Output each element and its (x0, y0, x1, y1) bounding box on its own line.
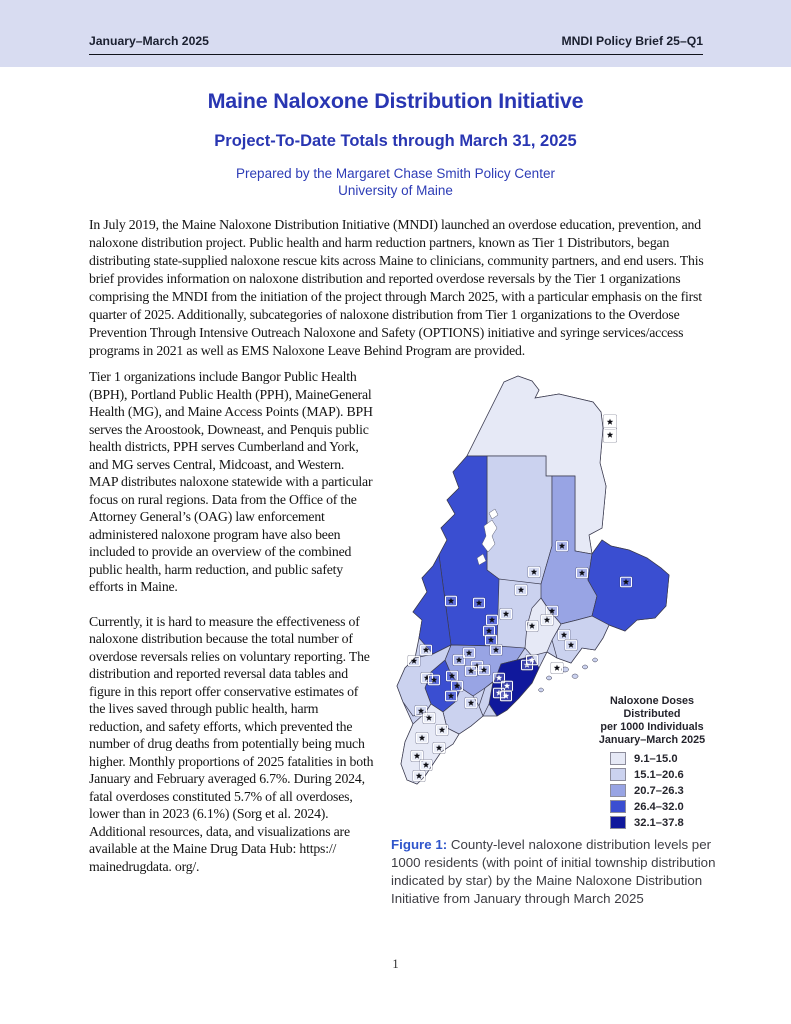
township-star-marker (556, 541, 568, 552)
legend-title-line2: per 1000 Individuals (600, 721, 704, 733)
township-star-marker (486, 615, 498, 626)
legend-label: 26.4–32.0 (634, 800, 684, 813)
township-star-marker (465, 666, 477, 677)
township-star-marker (603, 428, 616, 442)
legend-swatch (610, 800, 626, 813)
township-star-marker (565, 640, 577, 651)
township-star-marker (558, 630, 570, 641)
legend-label: 32.1–37.8 (634, 816, 684, 829)
legend-swatch (610, 816, 626, 829)
township-star-marker (420, 645, 432, 656)
prepared-by-line1: Prepared by the Margaret Chase Smith Policy Center (236, 166, 555, 181)
coastal-island-5 (593, 658, 598, 662)
legend-row-4 (610, 816, 721, 829)
township-star-marker (515, 585, 527, 596)
township-star-marker (500, 609, 512, 620)
township-star-marker (603, 415, 616, 429)
legend-rows (583, 752, 721, 829)
legend-title-line1: Naloxone Doses Distributed (609, 695, 694, 720)
legend-label: 15.1–20.6 (634, 768, 684, 781)
township-star-marker (445, 691, 457, 702)
legend-title-line3: January–March 2025 (598, 734, 706, 746)
figure-caption (391, 836, 721, 908)
legend-row-0 (610, 752, 721, 765)
tier1-paragraph: Tier 1 organizations include Bangor Public Health (BPH), Portland Public Health (PPH), MaineGeneral Health (MG), and Maine Access Points (MAP). BPH serves the Aroostook, Downeast, and Penquis public health districts, PPH serves Cumberland and York, and MG serves Central, Midcoast, and Western. MAP distributes naloxone statewide with a particular focus on rural regions. Data from the Office of the Attorney General’s (OAG) law enforcement administered naloxone program have also been included to provide an overview of the combined public health, harm reduction, and public safety efforts in Maine. (89, 369, 373, 594)
intro-paragraph: In July 2019, the Maine Naloxone Distribution Initiative (MNDI) launched an overdose education, prevention, and naloxone distribution project. Public health and harm reduction partners, known as Tier 1 Distributors, began distributing state-supplied naloxone rescue kits across Maine to clinicians, community partners, and end users. This brief provides information on naloxone distribution and reported overdose reversals by the Tier 1 organizations comprising the MNDI from the initiation of the project through March 2025, with a particular emphasis on the first quarter of 2025. Additionally, subcategories of naloxone distribution from Tier 1 organizations to the Overdose Prevention Through Intensive Outreach Naloxone and Safety (OPTIONS) initiative and syringe services/access programs in 2021 as well as EMS Naloxone Leave Behind Program are provided. (89, 217, 704, 358)
coastal-island-3 (546, 676, 551, 680)
legend-row-3 (610, 800, 721, 813)
legend-swatch (610, 784, 626, 797)
body-text-column (89, 368, 375, 908)
figure-caption-label: Figure 1: (391, 837, 448, 852)
legend-swatch (610, 768, 626, 781)
township-star-marker (576, 568, 588, 579)
page-header (89, 34, 703, 48)
legend-title (583, 695, 721, 747)
township-star-marker (500, 691, 512, 702)
figure-column (389, 368, 723, 908)
county-piscataquis (487, 456, 552, 584)
legend-row-1 (610, 768, 721, 781)
figure-1 (389, 368, 723, 830)
township-star-marker (413, 771, 425, 782)
legend-label: 9.1–15.0 (634, 752, 678, 765)
township-star-marker (551, 663, 563, 674)
legend-swatch (610, 752, 626, 765)
township-star-marker (528, 567, 540, 578)
township-star-marker (526, 655, 538, 666)
header-brief-id: MNDI Policy Brief 25–Q1 (561, 34, 703, 48)
township-star-marker (490, 645, 502, 656)
prepared-by (0, 165, 791, 199)
township-star-marker (526, 621, 538, 632)
township-star-marker (620, 577, 632, 588)
township-star-marker (436, 725, 448, 736)
prepared-by-line2: University of Maine (338, 183, 453, 198)
page-number: 1 (392, 957, 399, 971)
header-date: January–March 2025 (89, 34, 209, 48)
township-star-marker (541, 615, 553, 626)
township-star-marker (478, 665, 490, 676)
legend-label: 20.7–26.3 (634, 784, 684, 797)
township-star-marker (423, 713, 435, 724)
township-star-marker (408, 656, 420, 667)
township-star-marker (445, 596, 457, 607)
township-star-marker (416, 733, 428, 744)
township-star-marker (428, 675, 440, 686)
legend-row-2 (610, 784, 721, 797)
township-star-marker (420, 760, 432, 771)
township-star-marker (473, 598, 485, 609)
township-star-marker (463, 648, 475, 659)
coastal-island-2 (582, 665, 587, 669)
figure-caption-text: County-level naloxone distribution levels per 1000 residents (with point of initial township distribution indicated by star) by the Maine Naloxone Distribution Initiative from January through March 2025 (391, 837, 716, 906)
page-subtitle: Project-To-Date Totals through March 31, 2025 (214, 132, 577, 150)
coastal-island-1 (572, 674, 578, 678)
page-title: Maine Naloxone Distribution Initiative (207, 89, 584, 113)
township-star-marker (433, 743, 445, 754)
township-star-marker (446, 671, 458, 682)
township-star-marker (465, 698, 477, 709)
title-block (0, 88, 791, 199)
township-star-marker (485, 635, 497, 646)
township-star-marker (451, 681, 463, 692)
two-column-section (89, 368, 723, 908)
currently-paragraph: Currently, it is hard to measure the effectiveness of naloxone distribution because the total number of overdose reversals relies on voluntary reporting. The distribution and reported reversal data tables and figure in this report offer conservative estimates of the lives saved through public health, harm reduction, and safety efforts, which prevented the number of drug deaths from potentially being much higher. Monthly proportions of 2025 fatalities in both January and February averaged 6.7%. During 2024, fatal overdoses constituted 5.7% of all overdoses, lower than in 2023 (6.1%) (Sorg et al. 2024). Additional resources, data, and visualizations are available at the Maine Drug Data Hub: https:// mainedrugdata. org/. (89, 613, 374, 874)
map-legend (583, 695, 721, 829)
coastal-island-4 (539, 688, 544, 692)
top-banner (0, 0, 791, 67)
header-rule (89, 54, 703, 55)
